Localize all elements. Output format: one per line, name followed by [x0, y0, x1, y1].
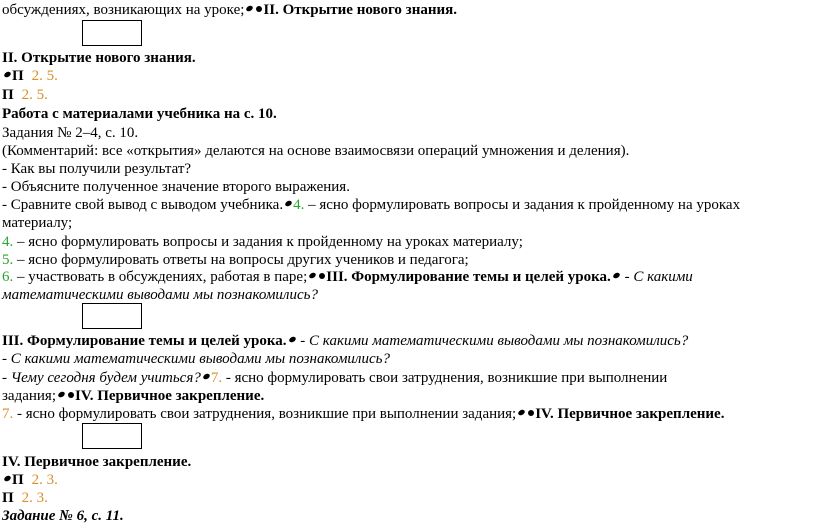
line-16: III. Формулирование темы и целей урока. - С какими математическими выводами мы познакомились? — [2, 333, 689, 349]
line-4: П 2. 5. — [2, 87, 48, 103]
bullet-icon — [246, 5, 255, 13]
line-15: математическими выводами мы познакомились? — [2, 287, 318, 303]
line-3: П 2. 5. — [2, 67, 58, 85]
line-19: задания; IV. Первичное закрепление. — [2, 388, 265, 404]
line-9: - Объясните полученное значение второго выражения. — [2, 179, 350, 195]
bullet-icon — [319, 273, 325, 279]
bullet-icon — [308, 272, 317, 280]
line-24: Задание № 6, с. 11. — [2, 508, 124, 524]
line-17: - С какими математическими выводами мы познакомились? — [2, 351, 390, 367]
bullet-icon — [284, 200, 293, 208]
bullet-icon — [3, 475, 12, 483]
line-20: 7. - ясно формулировать свои затруднения, возникшие при выполнении задания; IV. Первичное закрепление. — [2, 406, 725, 422]
line-6: Задания № 2–4, с. 10. — [2, 125, 139, 141]
line-10: - Сравните свой вывод с выводом учебника. 4. – ясно формулировать вопросы и задания к пройденному на уроках — [2, 197, 741, 213]
line-1: обсуждениях, возникающих на уроке; II. Открытие нового знания. — [2, 2, 457, 18]
heading-section-2: II. Открытие нового знания. — [263, 2, 457, 18]
empty-frame — [82, 423, 142, 449]
line-18: - Чему сегодня будем учиться? 7. - ясно формулировать свои затруднения, возникшие при выполнении — [2, 370, 668, 386]
bullet-icon — [528, 410, 534, 416]
empty-frame — [82, 303, 142, 329]
line-2: II. Открытие нового знания. — [2, 50, 196, 66]
bullet-icon — [256, 6, 262, 12]
bullet-icon — [68, 392, 74, 398]
line-11: материалу; — [2, 215, 73, 231]
bullet-icon — [612, 272, 621, 280]
line-14: 6. – участвовать в обсуждениях, работая в паре; III. Формулирование темы и целей урока. - С какими — [2, 269, 693, 285]
bullet-icon — [288, 336, 297, 344]
line-21: IV. Первичное закрепление. — [2, 454, 192, 470]
line-5: Работа с материалами учебника на с. 10. — [2, 106, 277, 122]
line-12: 4. – ясно формулировать вопросы и задания к пройденному на уроках материалу; — [2, 234, 523, 250]
line-7: (Комментарий: все «открытия» делаются на основе взаимосвязи операций умножения и деления). — [2, 143, 630, 159]
bullet-icon — [3, 71, 12, 79]
line-22: П 2. 3. — [2, 471, 58, 489]
line-8: - Как вы получили результат? — [2, 161, 192, 177]
bullet-icon — [517, 409, 526, 417]
bullet-icon — [202, 373, 211, 381]
line-23: П 2. 3. — [2, 490, 48, 506]
line-13: 5. – ясно формулировать ответы на вопросы других учеников и педагога; — [2, 252, 469, 268]
bullet-icon — [57, 391, 66, 399]
empty-frame — [82, 20, 142, 46]
